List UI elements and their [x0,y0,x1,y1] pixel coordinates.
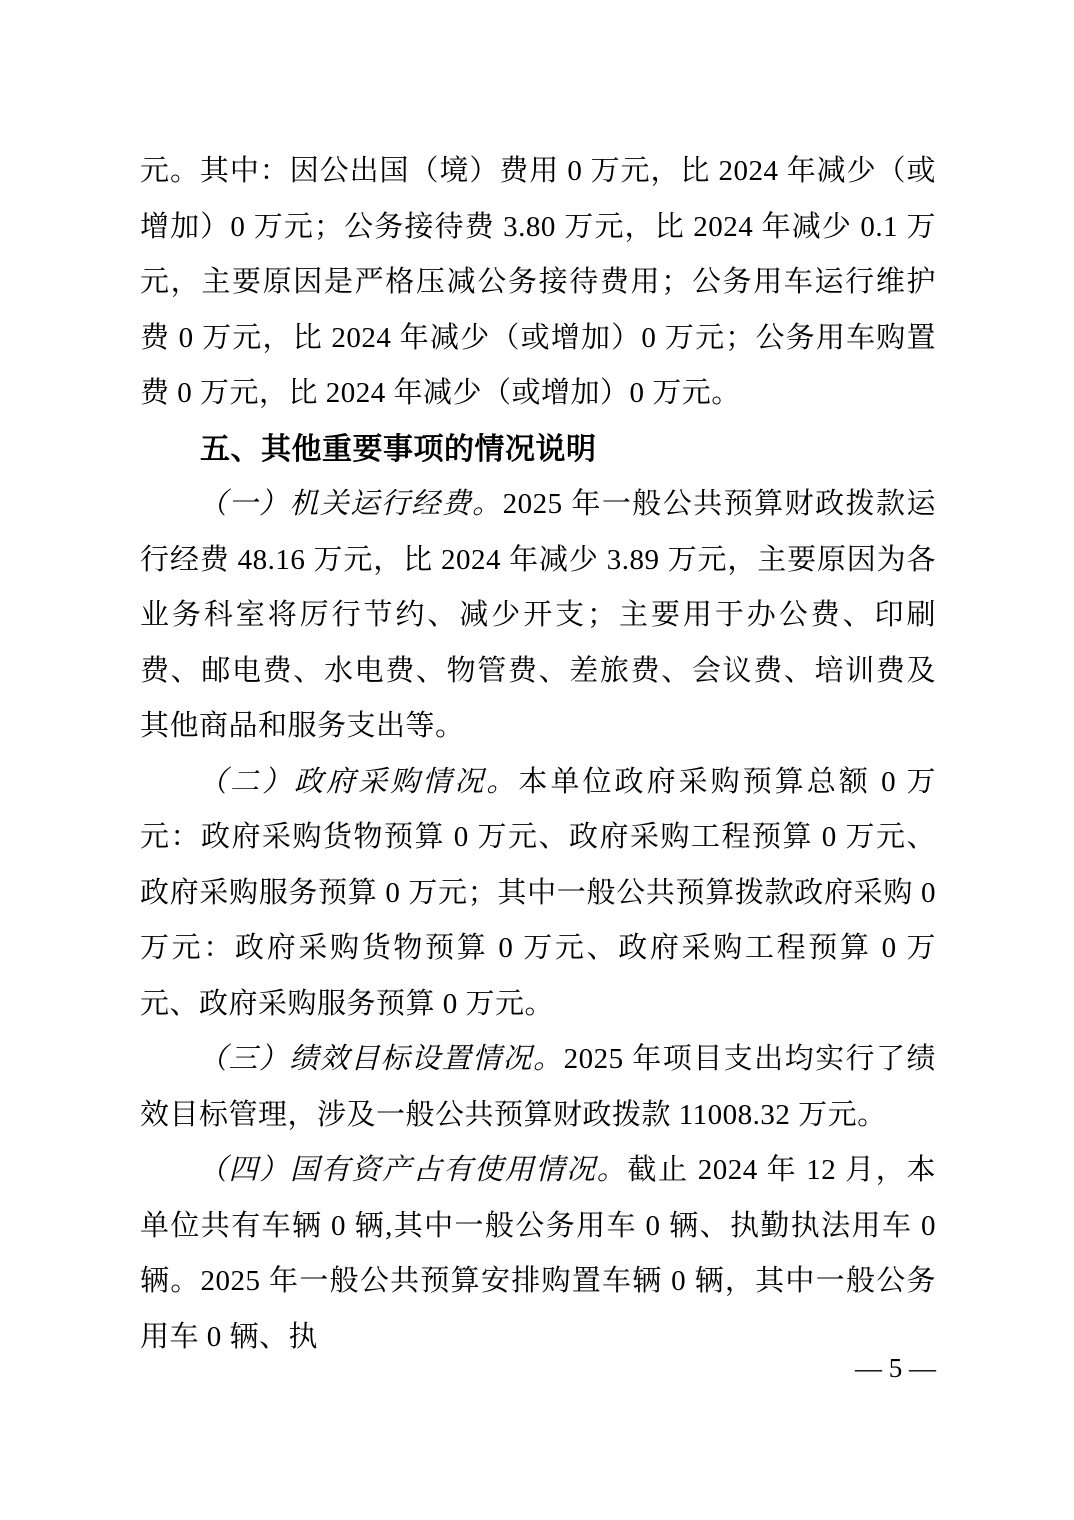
paragraph-item-3 [140,1032,936,1143]
paragraph-item-1-lead: （一）机关运行经费。 [198,488,503,520]
paragraph-continuation: 元。其中：因公出国（境）费用 0 万元，比 2024 年减少（或增加）0 万元；公务接待费 3.80 万元，比 2024 年减少 0.1 万元，主要原因是严格压减公务接待费用；公务用车运行维护费 0 万元，比 2024 年减少（或增加）0 万元；公务用车购置费 0 万元，比 2024 年减少（或增加）0 万元。 [140,155,936,409]
paragraph-item-3-text: 2025 年项目支出均实行了绩效目标管理，涉及一般公共预算财政拨款 11008.32 万元。 [140,1043,936,1131]
paragraph-item-2-text: 本单位政府采购预算总额 0 万元：政府采购货物预算 0 万元、政府采购工程预算 0 万元、政府采购服务预算 0 万元；其中一般公共预算拨款政府采购 0 万元：政府采购货物预算 0 万元、政府采购工程预算 0 万元、政府采购服务预算 0 万元。 [140,765,936,1020]
paragraph-item-2 [140,755,936,1033]
section-heading: 五、其他重要事项的情况说明 [200,432,597,466]
paragraph-item-1-text: 2025 年一般公共预算财政拨款运行经费 48.16 万元，比 2024 年减少 3.89 万元，主要原因为各业务科室将厉行节约、减少开支；主要用于办公费、印刷费、邮电费、水电费、物管费、差旅费、会议费、培训费及其他商品和服务支出等。 [140,488,936,742]
paragraph-item-4-lead: （四）国有资产占有使用情况。 [198,1154,628,1186]
page-number: — 5 — [855,1353,936,1383]
paragraph-item-2-lead: （二）政府采购情况。 [198,765,519,798]
paragraph-item-1 [140,477,936,755]
page-content [140,144,936,1365]
paragraph-item-4 [140,1143,936,1365]
paragraph-item-3-lead: （三）绩效目标设置情况。 [198,1043,564,1075]
paragraph-item-4-text: 截止 2024 年 12 月，本单位共有车辆 0 辆,其中一般公务用车 0 辆、执勤执法用车 0 辆。2025 年一般公共预算安排购置车辆 0 辆，其中一般公务用车 0 辆、执 [140,1154,936,1353]
